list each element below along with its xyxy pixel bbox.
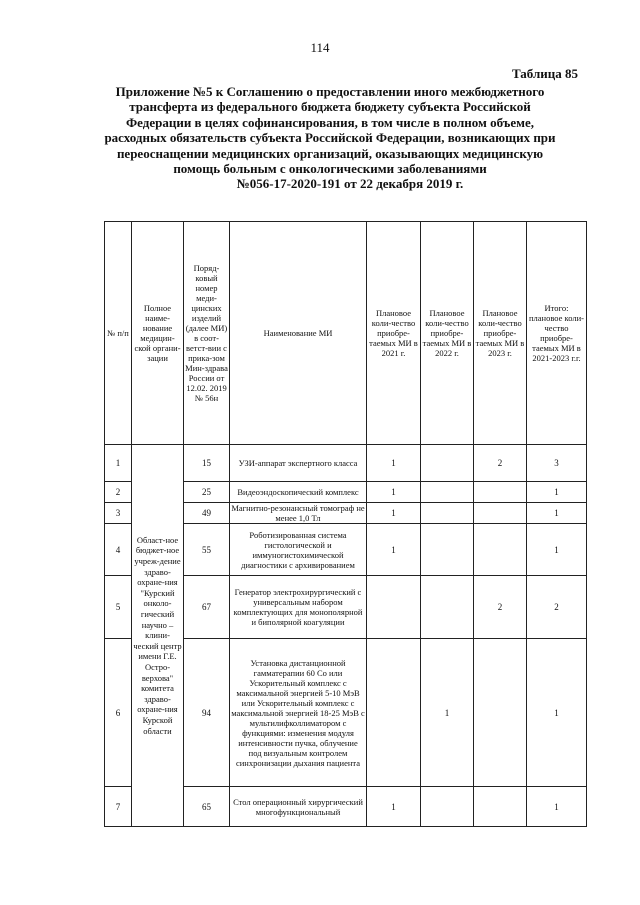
row-name: Магнитно-резонансный томограф не менее 1,0 Тл (231, 503, 365, 523)
row-order: 25 (184, 482, 230, 503)
row-num: 4 (105, 524, 132, 576)
row-2023 (474, 482, 527, 503)
row-name: УЗИ-аппарат экспертного класса (230, 445, 367, 482)
row-2021: 1 (367, 482, 421, 503)
row-total: 2 (527, 576, 587, 639)
page-number: 114 (310, 40, 330, 55)
row-2022: 1 (421, 639, 474, 787)
row-name: Стол операционный хирургический многофункциональный (230, 787, 367, 827)
row-order: 94 (184, 639, 230, 787)
row-total: 3 (527, 445, 587, 482)
row-2022 (421, 787, 474, 827)
document-heading (100, 84, 560, 192)
col-header-2022: Плановое коли-чество приобре-таемых МИ в 2022 г. (421, 222, 474, 445)
row-2023: 2 (474, 576, 527, 639)
row-total: 1 (527, 524, 587, 576)
col-header-num: № п/п (105, 222, 132, 445)
row-2022 (421, 576, 474, 639)
row-name: Видеоэндоскопический комплекс (230, 482, 367, 503)
row-2021: 1 (367, 524, 421, 576)
row-2023 (474, 503, 527, 524)
row-name: Роботизированная система гистологической и иммуногистохимической диагностики с архивированием (230, 524, 367, 576)
row-num: 7 (105, 787, 132, 827)
table-row (105, 445, 587, 482)
table-header-row (105, 222, 587, 445)
row-2021 (367, 639, 421, 787)
row-total: 1 (527, 639, 587, 787)
row-2022 (421, 445, 474, 482)
col-header-2021: Плановое коли-чество приобре-таемых МИ в 2021 г. (367, 222, 421, 445)
row-2021: 1 (367, 445, 421, 482)
agreement-number: №056-17-2020-191 от 22 декабря 2019 г. (236, 176, 464, 192)
col-header-name: Наименование МИ (230, 222, 367, 445)
row-2022 (421, 524, 474, 576)
organization-cell: Област-ное бюджет-ное учреж-дение здраво-охране-ния "Курский онколо-гический научно – клини-ческий центр имени Г.Е. Остро-верхова" комитета здраво-охране-ния Курской области (132, 445, 184, 827)
row-2023: 2 (474, 445, 527, 482)
row-2023 (474, 787, 527, 827)
row-name: Установка дистанционной гамматерапии 60 Со или Ускорительный комплекс с максимальной энергией 5-10 МэВ или Ускорительный комплекс с максимальной энергией 18-25 МэВ с мультилифколлиматором с функциями: изменения модуля интенсивности пучка, облучение под визуальным контролем синхронизации дыхания пациента (230, 639, 367, 787)
row-order: 67 (184, 576, 230, 639)
row-order: 49 (184, 503, 230, 524)
row-name: Генератор электрохирургический с универсальным набором комплектующих для монополярной и биполярной коагуляции (230, 576, 367, 639)
heading-title: Приложение №5 к Соглашению о предоставлении иного межбюджетного трансферта из федерального бюджета бюджету субъекта Российской Федерации в целях софинансирования, в том числе в полном объеме, расходных обязательств субъекта Российской Федерации, возникающих при переоснащении медицинских организаций, оказывающих медицинскую помощь больным с онкологическими заболеваниями (104, 84, 556, 177)
col-header-2023: Плановое коли-чество приобре-таемых МИ в 2023 г. (474, 222, 527, 445)
row-total: 1 (527, 503, 587, 524)
row-total: 1 (527, 482, 587, 503)
row-2023 (474, 639, 527, 787)
row-num: 6 (105, 639, 132, 787)
col-header-total: Итого: плановое коли-чество приобре-таемых МИ в 2021-2023 г.г. (527, 222, 587, 445)
row-2023 (474, 524, 527, 576)
equipment-table (104, 221, 587, 827)
row-num: 3 (105, 503, 132, 524)
row-2022 (421, 503, 474, 524)
row-2022 (421, 482, 474, 503)
table-label: Таблица 85 (511, 66, 578, 81)
row-2021: 1 (367, 503, 421, 524)
row-total: 1 (527, 787, 587, 827)
row-num: 2 (105, 482, 132, 503)
col-header-order: Поряд-ковый номер меди-цинских изделий (далее МИ) в соот-ветст-вии с прика-зом Мин-здрава России от 12.02. 2019 № 56н (184, 222, 230, 445)
row-num: 1 (105, 445, 132, 482)
row-2021 (367, 576, 421, 639)
row-order: 55 (184, 524, 230, 576)
row-num: 5 (105, 576, 132, 639)
col-header-org: Полное наиме-нование медицин-ской органи-зации (132, 222, 184, 445)
row-2021: 1 (367, 787, 421, 827)
row-order: 15 (184, 445, 230, 482)
row-order: 65 (184, 787, 230, 827)
